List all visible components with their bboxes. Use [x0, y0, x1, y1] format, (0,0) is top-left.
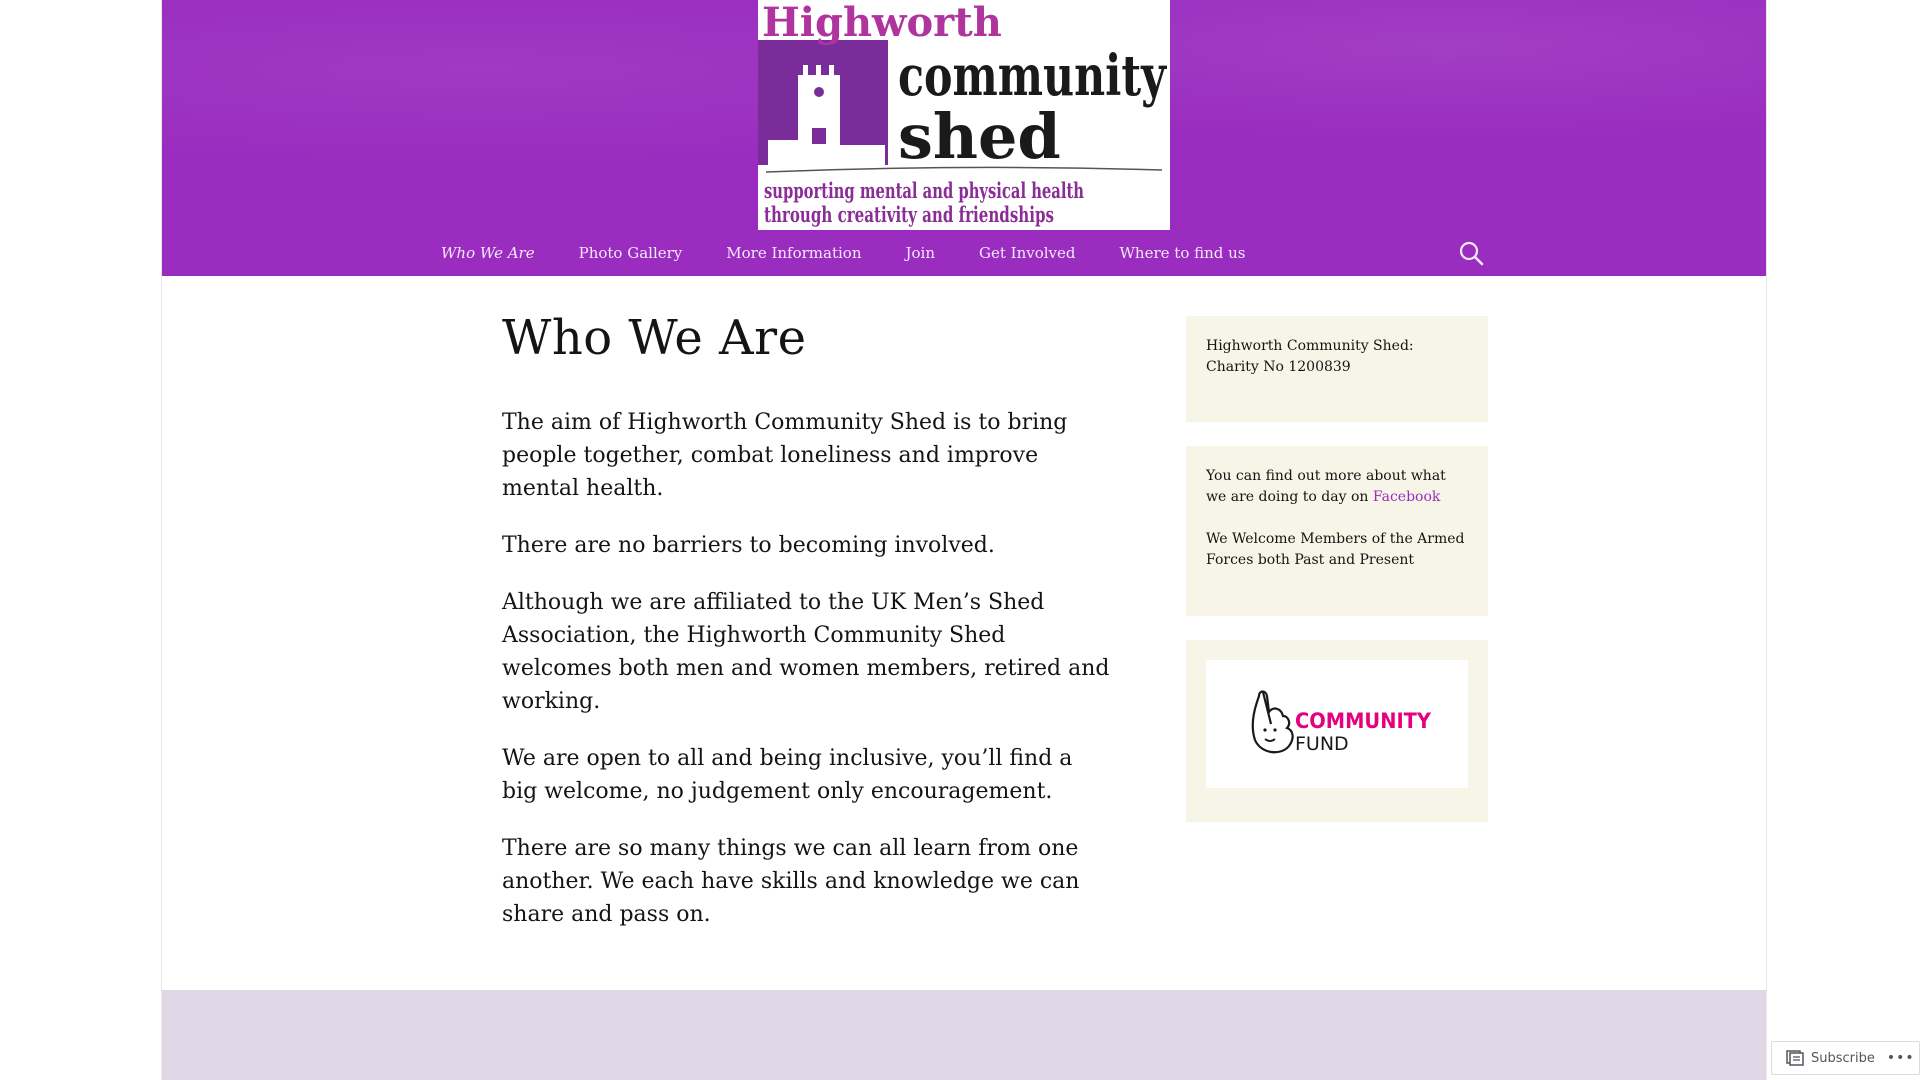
more-options-button[interactable]: •••: [1886, 1050, 1915, 1066]
sidebar: [1186, 316, 1488, 846]
site-header: [162, 0, 1766, 230]
site-logo[interactable]: [758, 0, 1170, 230]
paragraph: There are no barriers to becoming involved.: [502, 533, 995, 558]
page-title: Who We Are: [502, 310, 807, 366]
subscribe-bar: [1771, 1041, 1920, 1075]
logo-line3: shed: [898, 100, 1061, 173]
nav-item-who-we-are[interactable]: Who We Are: [441, 244, 535, 262]
charity-text: Highworth Community Shed: Charity No 1200839: [1206, 338, 1414, 375]
reader-icon: [1786, 1050, 1804, 1066]
facebook-text: [1206, 466, 1468, 508]
paragraph: There are so many things we can all learn from one another. We each have skills and knowledge we can share and pass on.: [502, 836, 1080, 927]
logo-line1: Highworth: [762, 0, 1002, 46]
subscribe-button[interactable]: Subscribe: [1811, 1050, 1875, 1066]
nav-item-where-to-find-us[interactable]: Where to find us: [1119, 244, 1246, 262]
widget-info: [1186, 446, 1488, 616]
facebook-link[interactable]: Facebook: [1372, 489, 1441, 505]
nav-item-get-involved[interactable]: Get Involved: [979, 244, 1076, 262]
crossed-fingers-icon: [1253, 692, 1293, 753]
main-content: [502, 310, 1112, 955]
community-fund-logo[interactable]: [1206, 660, 1468, 788]
search-icon[interactable]: [1458, 240, 1484, 266]
entry-content: [502, 406, 1112, 931]
armed-forces-text: We Welcome Members of the Armed Forces both Past and Present: [1206, 531, 1465, 568]
nav-item-join[interactable]: Join: [905, 244, 936, 262]
paragraph: We are open to all and being inclusive, you’ll find a big welcome, no judgement only encouragement.: [502, 746, 1073, 804]
widget-community-fund: [1186, 640, 1488, 822]
nav-item-photo-gallery[interactable]: Photo Gallery: [578, 244, 683, 262]
main-navigation: [162, 230, 1766, 276]
logo-tagline2: through creativity and friendships: [764, 202, 1054, 227]
paragraph: Although we are affiliated to the UK Men’s Shed Association, the Highworth Community Shed welcomes both men and women members, retired and working.: [502, 590, 1110, 714]
facebook-prefix: You can find out more about what we are doing to day on: [1206, 468, 1446, 505]
paragraph: The aim of Highworth Community Shed is to bring people together, combat loneliness and improve mental health.: [502, 410, 1068, 501]
fund-line2: FUND: [1295, 733, 1349, 755]
logo-line2: community: [898, 43, 1168, 109]
page: [161, 0, 1767, 1080]
fund-line1: COMMUNITY: [1295, 709, 1432, 733]
logo-tagline1: supporting mental and physical health: [764, 178, 1084, 203]
widget-charity: [1186, 316, 1488, 422]
nav-menu: [441, 230, 1290, 276]
site-footer: [162, 990, 1766, 1080]
nav-item-more-information[interactable]: More Information: [726, 244, 862, 262]
